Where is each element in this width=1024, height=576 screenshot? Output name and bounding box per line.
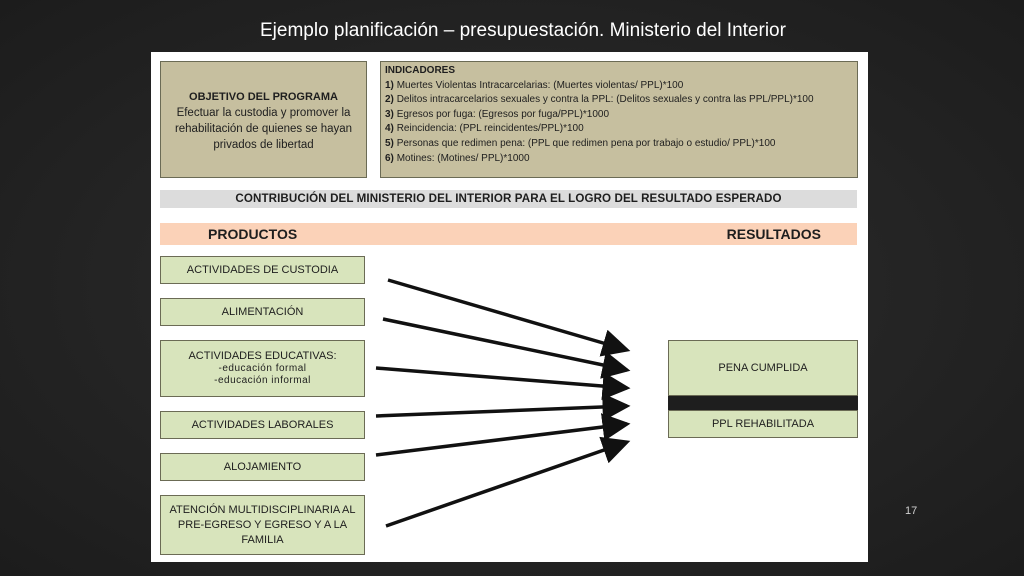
resultados-header: RESULTADOS [726,226,821,242]
productos-header: PRODUCTOS [208,226,298,242]
arrow-alojamiento [376,424,627,455]
flow-arrows [151,52,868,562]
producto-laborales: ACTIVIDADES LABORALES [160,411,365,439]
arrow-laborales [376,406,627,416]
arrow-educativas [376,368,627,388]
producto-alojamiento: ALOJAMIENTO [160,453,365,481]
producto-alimentacion: ALIMENTACIÓN [160,298,365,326]
producto-educativas: ACTIVIDADES EDUCATIVAS: -educación formal -educación informal [160,340,365,397]
indicador-item: 6) Motines: (Motines/ PPL)*1000 [385,152,530,164]
indicador-item: 1) Muertes Violentas Intracarcelarias: (Muertes violentas/ PPL)*100 [385,79,684,91]
indicador-item: 5) Personas que redimen pena: (PPL que redimen pena por trabajo o estudio/ PPL)*100 [385,137,776,149]
contribucion-bar: CONTRIBUCIÓN DEL MINISTERIO DEL INTERIOR PARA EL LOGRO DEL RESULTADO ESPERADO [160,190,857,208]
page-number: 17 [905,505,918,517]
slide-title: Ejemplo planificación – presupuestación. Ministerio del Interior [260,20,786,41]
arrow-custodia [388,280,627,350]
objetivo-title: OBJETIVO DEL PROGRAMA [189,91,338,103]
arrow-atencion [386,442,627,526]
indicador-item: 3) Egresos por fuga: (Egresos por fuga/PPL)*1000 [385,108,610,120]
diagram-panel [151,52,868,562]
indicador-item: 4) Reincidencia: (PPL reincidentes/PPL)*100 [385,123,584,135]
producto-atencion: ATENCIÓN MULTIDISCIPLINARIA AL PRE-EGRESO Y EGRESO Y A LA FAMILIA [160,495,365,555]
indicador-item: 2) Delitos intracarcelarios sexuales y contra la PPL: (Delitos sexuales y contra las PPL/PPL)*100 [385,94,814,106]
objetivo-text: Efectuar la custodia y promover la rehabilitación de quienes se hayan privados de libertad [174,107,353,151]
producto-custodia: ACTIVIDADES DE CUSTODIA [160,256,365,284]
indicadores-title: INDICADORES [385,65,456,76]
arrow-alimentacion [383,319,627,370]
resultado-pena-cumplida: PENA CUMPLIDA [668,340,858,396]
resultado-ppl-rehabilitada: PPL REHABILITADA [668,410,858,438]
